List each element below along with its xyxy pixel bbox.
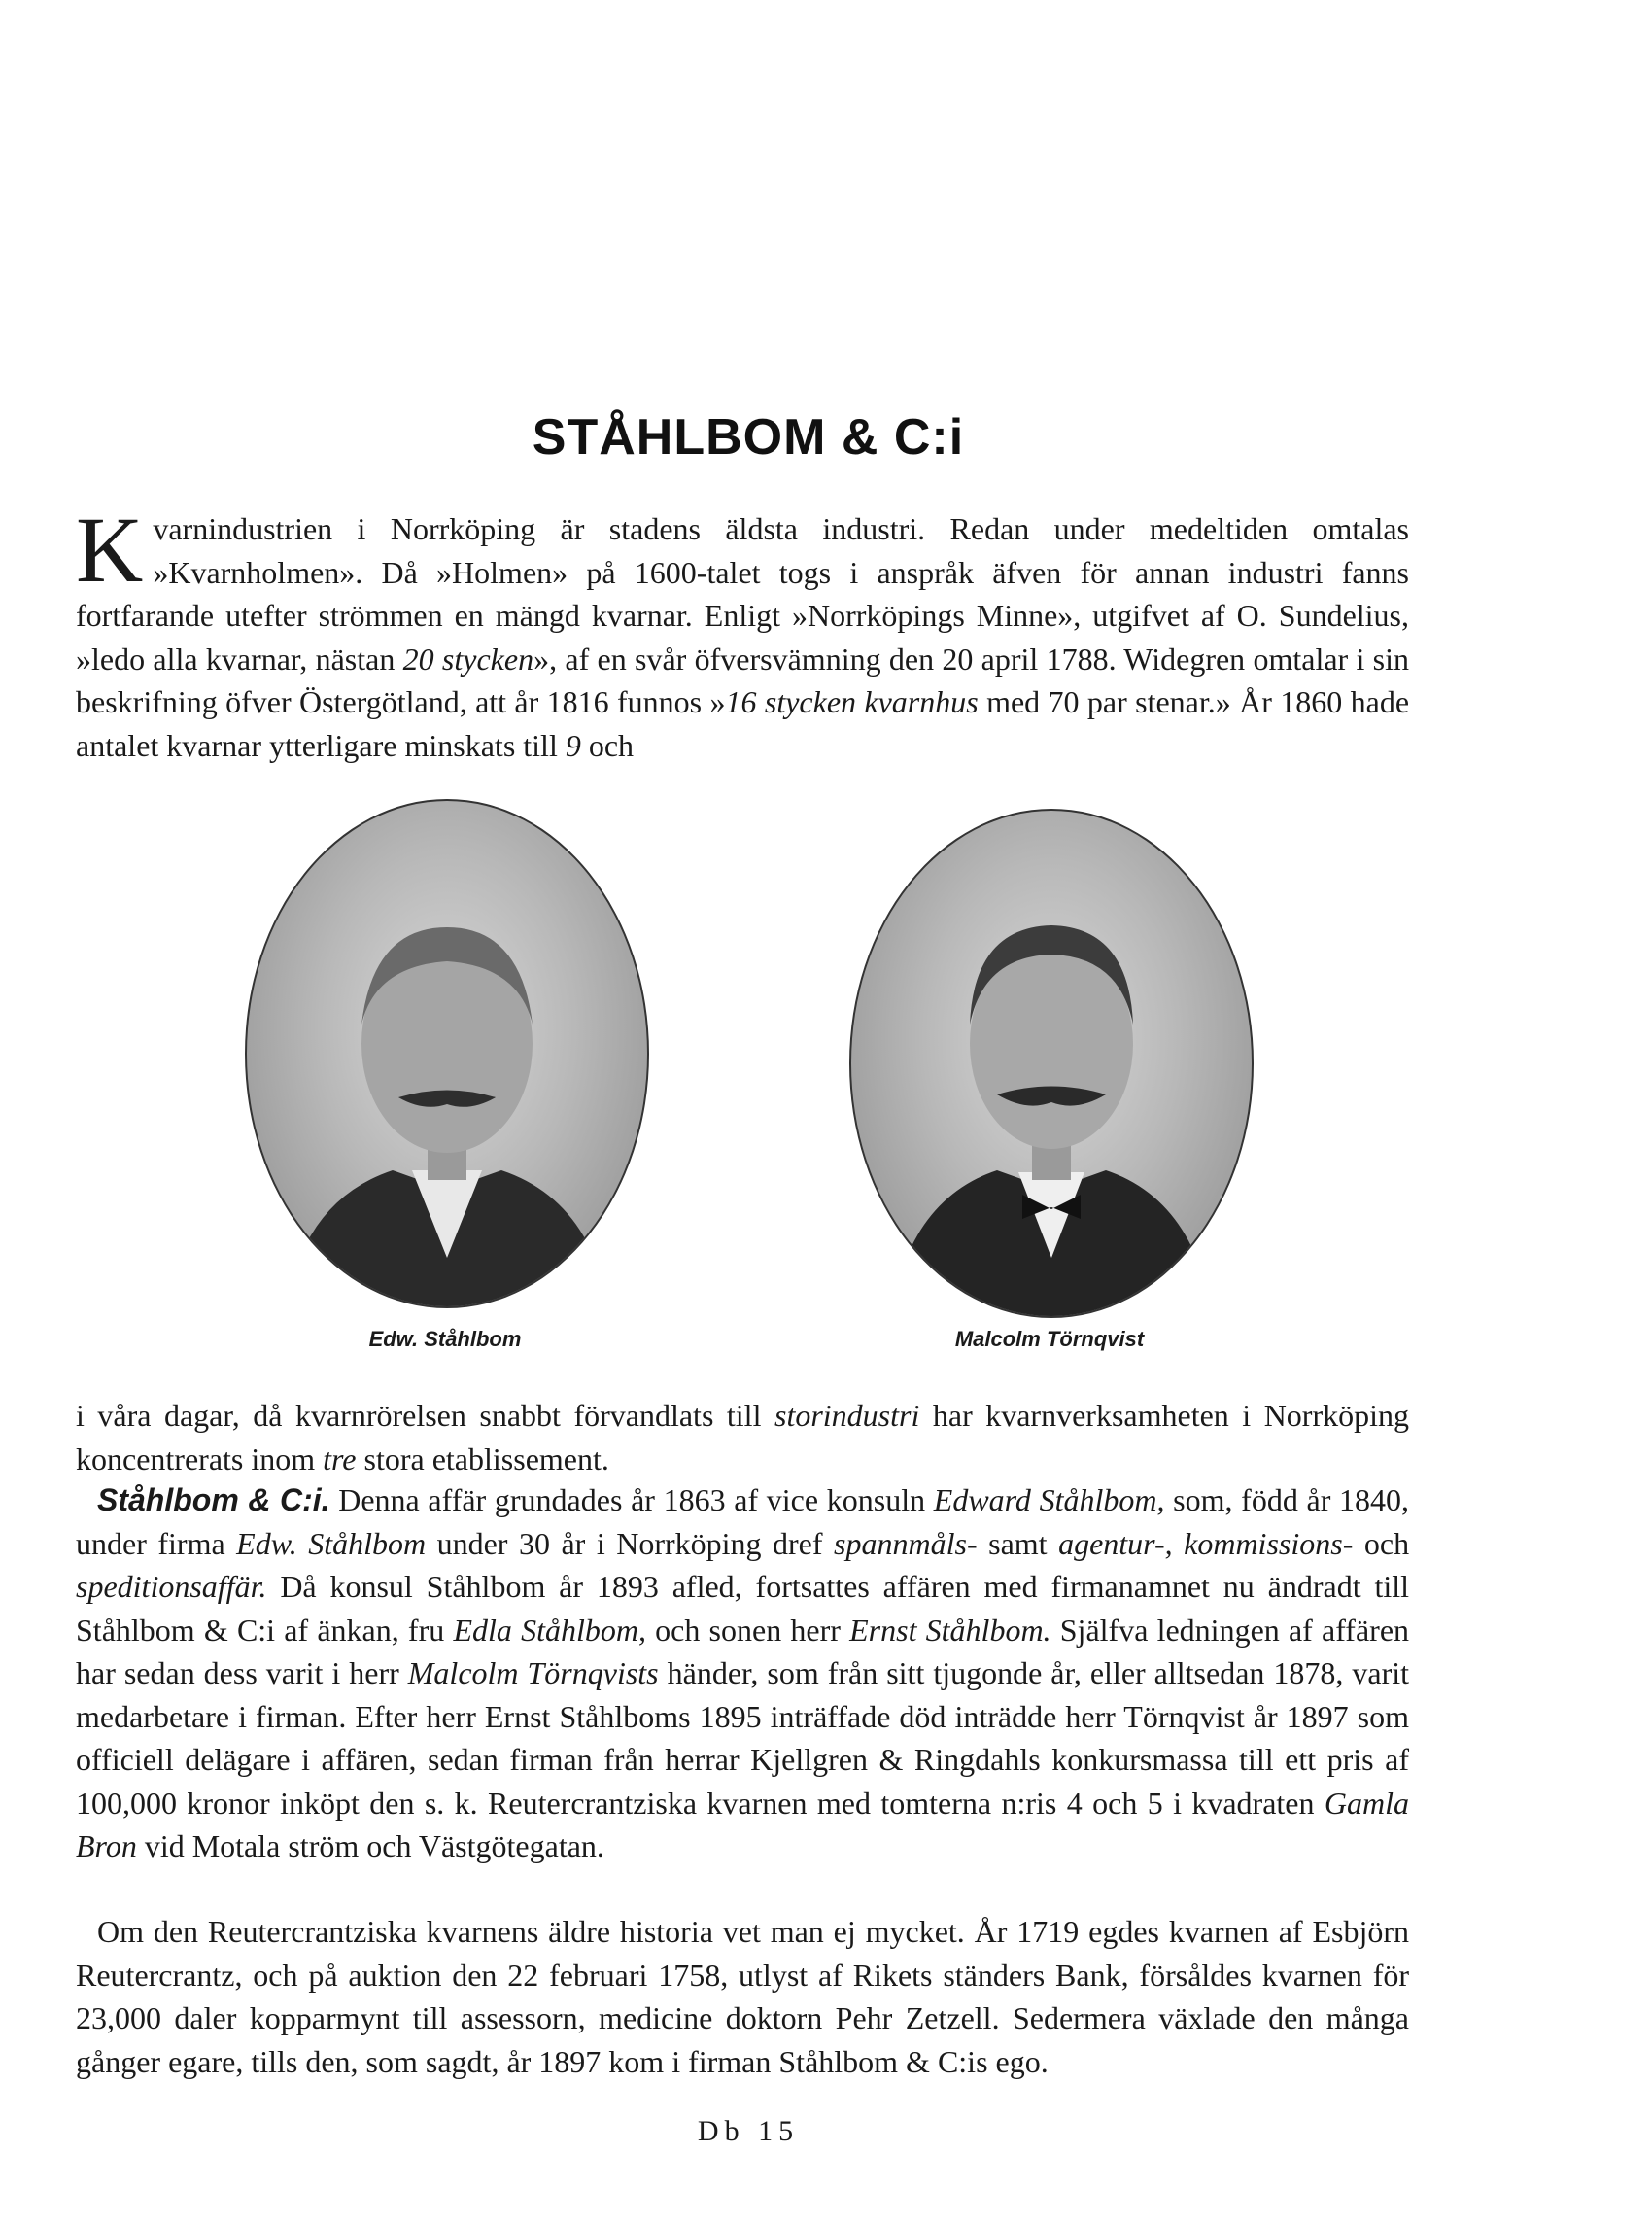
p2-text-c: under 30 år i Norrköping dref [426,1525,835,1561]
p2-text-a: Denna affär grundades år 1863 af vice konsuln [329,1482,934,1517]
p2-em-d: agentur-, kommissions- [1058,1525,1354,1561]
portrait-left-figure-icon [247,801,647,1306]
p2-text-i: händer, som från sitt tjugonde år, eller alltsedan 1878, varit medarbetare i firman. Efter herr Ernst Ståhlboms 1895 inträffade död inträdde herr Törnqvist år 1897 som officiell delägare i affären, sedan firman från herrar Kjellgren & Ringdahls konkursmassa till ett pris af 100,000 kronor inköpt den s. k. Reutercrantziska kvarnen med tomterna n:ris 4 och 5 i kvadraten [76,1655,1410,1821]
drop-cap: K [76,498,144,602]
intro-paragraph [76,498,1410,767]
intro-text-b: », af en svår öfversvämning den 20 april 1788. Widegren omtalar i sin beskrifning öfver Östergötland, att år 1816 funnos » [76,641,1410,719]
intro-em-b: 16 stycken kvarnhus [725,684,979,719]
cont-text-b: har kvarnverksamheten i Norrköping koncentrerats inom [76,1398,1410,1476]
portrait-malcolm-tornqvist [849,809,1254,1318]
p2-em-e: speditionsaffär. [76,1569,267,1604]
p2-text-g: och sonen herr [645,1612,850,1648]
p2-text-b: som, född år 1840, under firma [76,1482,1410,1561]
firm-name: Ståhlbom & C:i. [97,1482,330,1517]
p2-em-g: Ernst Ståhlbom. [849,1612,1051,1648]
portrait-right-figure-icon [851,811,1252,1316]
continuation-paragraph [76,1394,1409,1480]
intro-em-a: 20 stycken [402,641,534,677]
mill-history-paragraph: Om den Reutercrantziska kvarnens äldre historia vet man ej mycket. År 1719 egdes kvarnen af Esbjörn Reutercrantz, och på auktion den 22 februari 1758, utlyst af Rikets ständers Bank, försåldes kvarnen för 23,000 daler kopparmynt till assessorn, medicine doktorn Pehr Zetzell. Sedermera växlade den många gånger egare, tills den, som sagdt, år 1897 kom i firman Ståhlbom & C:is ego. [76,1914,1409,2079]
p2-em-b: Edw. Ståhlbom [236,1525,427,1561]
page-title: STÅHLBOM & C:i [532,409,965,466]
cont-text-a: i våra dagar, då kvarnrörelsen snabbt förvandlats till [76,1398,774,1433]
firm-history-paragraph [76,1478,1409,1868]
page-number: Db 15 [697,2115,800,2147]
p2-em-f: Edla Ståhlbom, [453,1612,646,1648]
caption-right: Malcolm Törnqvist [954,1327,1145,1351]
intro-text-a: varnindustrien i Norrköping är stadens äldsta industri. Redan under medeltiden omtalas »Kvarnholmen». Då »Holmen» på 1600-talet togs i anspråk äfven för annan industri fanns fortfarande utefter strömmen en mängd kvarnar. Enligt »Norrköpings Minne», utgifvet af O. Sundelius, »ledo alla kvarnar, nästan [76,511,1409,677]
p2-em-a: Edward Ståhlbom, [933,1482,1165,1517]
intro-em-c: 9 [565,727,581,763]
cont-text-c: stora etablissement. [356,1441,609,1476]
p2-text-e: och [1353,1525,1410,1561]
intro-text-c: med 70 par stenar.» År 1860 hade antalet kvarnar ytterligare minskats till [76,684,1410,763]
p2-text-d: samt [977,1525,1059,1561]
intro-text-d: och [580,727,635,763]
p2-em-i: Gamla Bron [76,1785,1409,1863]
p2-em-h: Malcolm Törnqvists [407,1655,659,1690]
portraits-section [0,799,1652,1363]
cont-em-b: tre [323,1441,357,1476]
p2-text-h: Själfva ledningen af affären har sedan dess varit i herr [76,1612,1410,1690]
p2-em-c: spannmåls- [834,1525,978,1561]
cont-em-a: storindustri [774,1398,920,1433]
p2-text-j: vid Motala ström och Västgötegatan. [136,1828,604,1863]
p2-text-f: Då konsul Ståhlbom år 1893 afled, fortsattes affären med firmanamnet nu ändradt till Ståhlbom & C:i af änkan, fru [76,1569,1409,1648]
portrait-edw-stahlbom [245,799,649,1308]
caption-left: Edw. Ståhlbom [368,1327,522,1351]
